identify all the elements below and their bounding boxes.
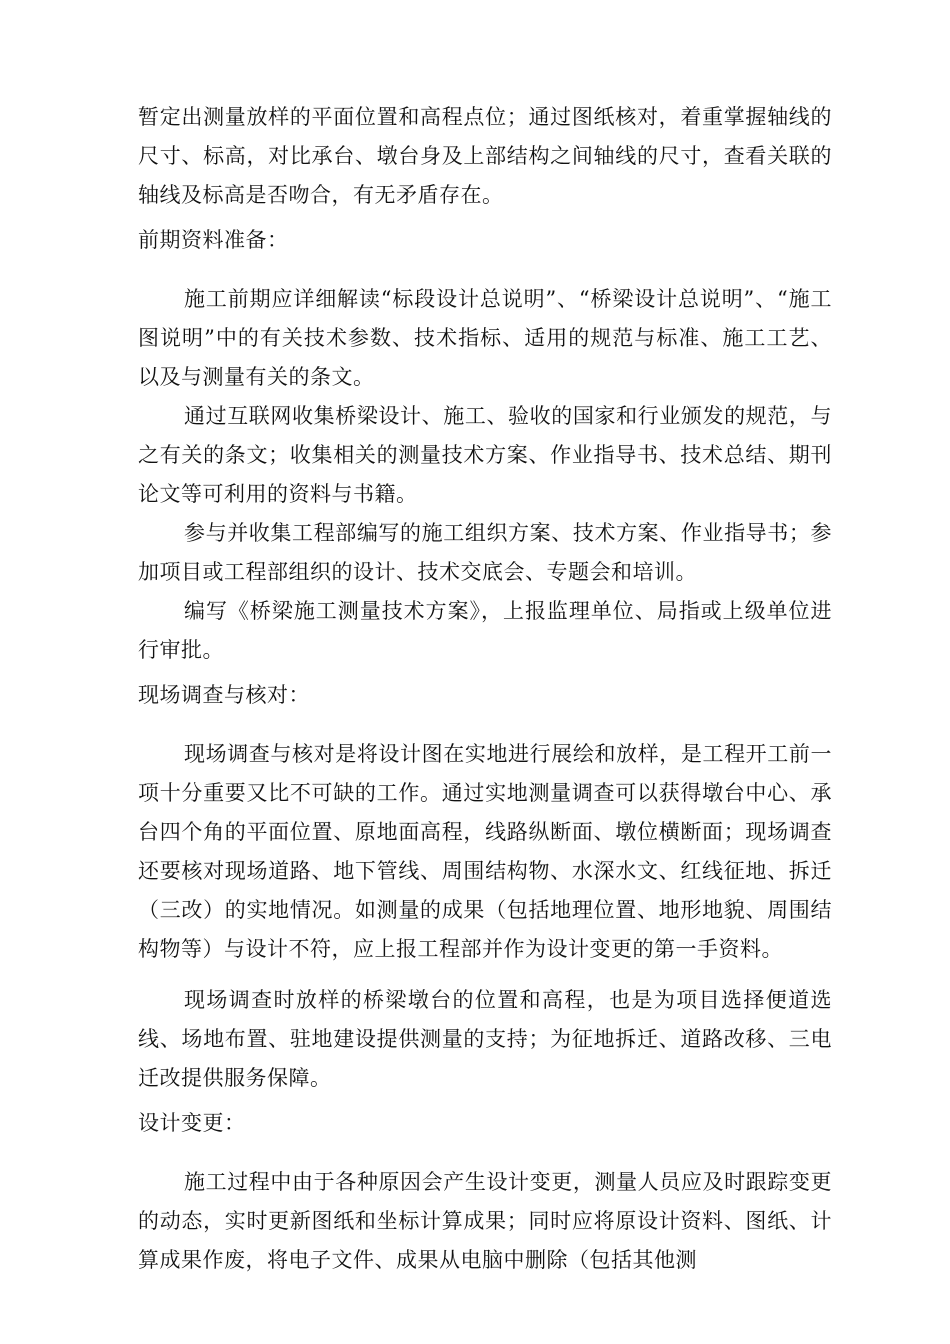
heading-prep: 前期资料准备： — [138, 228, 289, 252]
paragraph-prep-3: 参与并收集工程部编写的施工组织方案、技术方案、作业指导书；参加项目或工程部组织的设计、技术交底会、专题会和培训。 — [138, 521, 832, 584]
paragraph-change-1: 施工过程中由于各种原因会产生设计变更，测量人员应及时跟踪变更的动态，实时更新图纸和坐标计算成果；同时应将原设计资料、图纸、计算成果作废，将电子文件、成果从电脑中删除（包括其他测 — [138, 1170, 832, 1272]
document-body — [138, 98, 832, 1280]
heading-change: 设计变更： — [138, 1111, 246, 1135]
paragraph-prep-2: 通过互联网收集桥梁设计、施工、验收的国家和行业颁发的规范，与之有关的条文；收集相关的测量技术方案、作业指导书、技术总结、期刊论文等可利用的资料与书籍。 — [138, 404, 832, 506]
paragraph-survey-1: 现场调查与核对是将设计图在实地进行展绘和放样，是工程开工前一项十分重要又比不可缺的工作。通过实地测量调查可以获得墩台中心、承台四个角的平面位置、原地面高程，线路纵断面、墩位横断面；现场调查还要核对现场道路、地下管线、周围结构物、水深水文、红线征地、拆迁（三改）的实地情况。如测量的成果（包括地理位置、地形地貌、周围结构物等）与设计不符，应上报工程部并作为设计变更的第一手资料。 — [138, 742, 832, 961]
heading-survey: 现场调查与核对： — [138, 683, 310, 707]
paragraph-prep-4: 编写《桥梁施工测量技术方案》，上报监理单位、局指或上级单位进行审批。 — [138, 599, 832, 662]
paragraph-survey-2: 现场调查时放样的桥梁墩台的位置和高程，也是为项目选择便道选线、场地布置、驻地建设提供测量的支持；为征地拆迁、道路改移、三电迁改提供服务保障。 — [138, 988, 832, 1090]
paragraph-intro: 暂定出测量放样的平面位置和高程点位；通过图纸核对，着重掌握轴线的尺寸、标高，对比承台、墩台身及上部结构之间轴线的尺寸，查看关联的轴线及标高是否吻合，有无矛盾存在。 — [138, 105, 832, 207]
paragraph-prep-1: 施工前期应详细解读“标段设计总说明”、“桥梁设计总说明”、“施工图说明”中的有关技术参数、技术指标、适用的规范与标准、施工工艺、以及与测量有关的条文。 — [138, 287, 832, 389]
